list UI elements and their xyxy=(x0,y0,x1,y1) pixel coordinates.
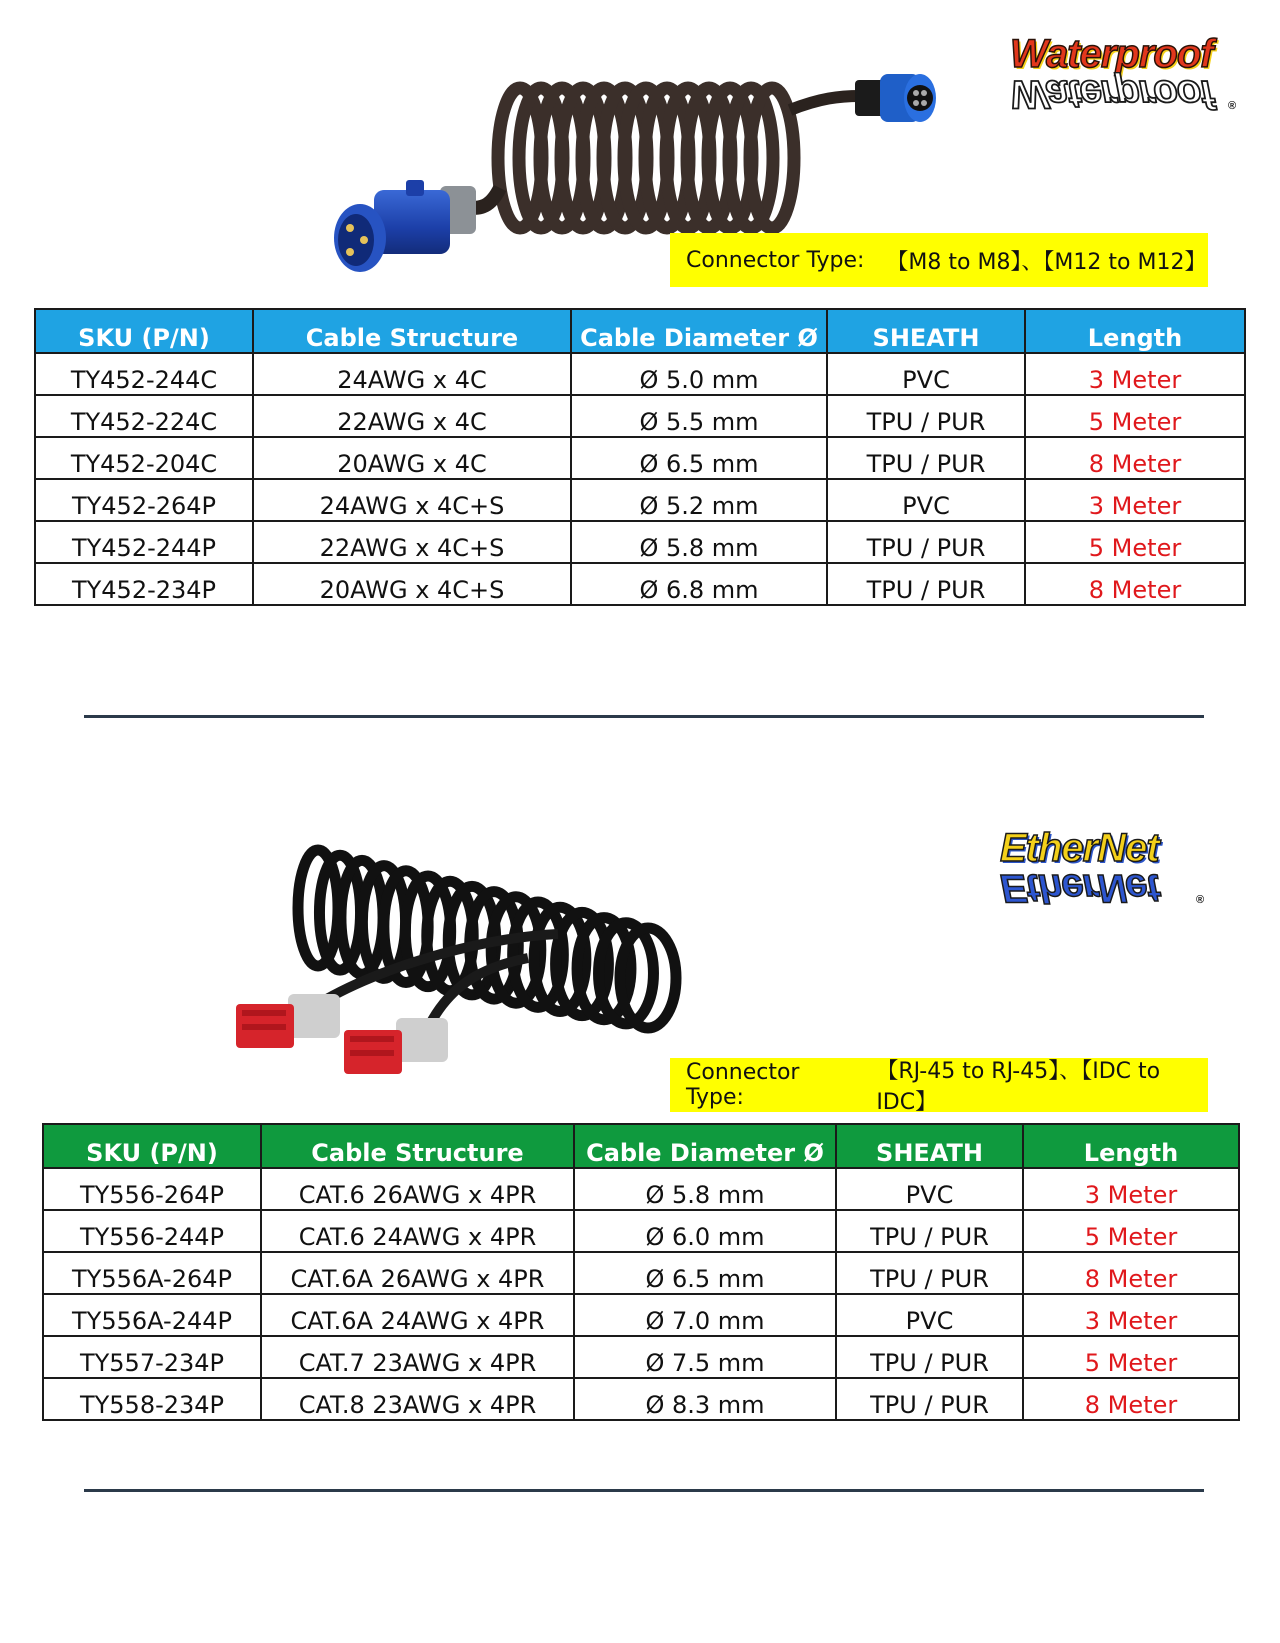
length-cell: 8 Meter xyxy=(1025,437,1245,479)
column-header-sheath: SHEATH xyxy=(827,309,1025,353)
table-row xyxy=(35,437,1245,479)
sku-cell: TY452-224C xyxy=(35,395,253,437)
sku-cell: TY452-264P xyxy=(35,479,253,521)
table-row xyxy=(43,1294,1239,1336)
length-cell: 5 Meter xyxy=(1023,1336,1239,1378)
cable-diameter-cell: Ø 7.0 mm xyxy=(574,1294,836,1336)
section-divider xyxy=(84,715,1204,718)
sku-cell: TY452-234P xyxy=(35,563,253,605)
cable-structure-cell: CAT.8 23AWG x 4PR xyxy=(261,1378,574,1420)
cable-diameter-cell: Ø 6.5 mm xyxy=(574,1252,836,1294)
column-header-length: Length xyxy=(1025,309,1245,353)
cable-structure-cell: 22AWG x 4C xyxy=(253,395,571,437)
sku-cell: TY556A-244P xyxy=(43,1294,261,1336)
cable-structure-cell: 20AWG x 4C xyxy=(253,437,571,479)
table-header-row xyxy=(43,1124,1239,1168)
length-cell: 8 Meter xyxy=(1025,563,1245,605)
sku-cell: TY452-204C xyxy=(35,437,253,479)
ethernet-registered-mark: ® xyxy=(1196,894,1205,906)
table-row xyxy=(43,1210,1239,1252)
sheath-cell: TPU / PUR xyxy=(836,1378,1023,1420)
sku-cell: TY452-244C xyxy=(35,353,253,395)
connector-type-value: 【M8 to M8】、【M12 to M12】 xyxy=(886,249,1207,275)
sku-cell: TY556-264P xyxy=(43,1168,261,1210)
sku-cell: TY557-234P xyxy=(43,1336,261,1378)
length-cell: 5 Meter xyxy=(1025,521,1245,563)
column-header-cable-structure: Cable Structure xyxy=(261,1124,574,1168)
sku-cell: TY556-244P xyxy=(43,1210,261,1252)
ethernet-logo-mirror: EtherNet xyxy=(1000,866,1159,910)
cable-structure-cell: CAT.7 23AWG x 4PR xyxy=(261,1336,574,1378)
column-header-cable-structure: Cable Structure xyxy=(253,309,571,353)
waterproof-connector-type-banner xyxy=(670,233,1208,287)
sheath-cell: TPU / PUR xyxy=(836,1336,1023,1378)
waterproof-logo xyxy=(1010,34,1213,114)
table-row xyxy=(43,1336,1239,1378)
sheath-cell: TPU / PUR xyxy=(827,563,1025,605)
sheath-cell: TPU / PUR xyxy=(827,521,1025,563)
cable-structure-cell: CAT.6A 26AWG x 4PR xyxy=(261,1252,574,1294)
ethernet-connector-type-banner xyxy=(670,1058,1208,1115)
cable-structure-cell: 24AWG x 4C xyxy=(253,353,571,395)
sku-cell: TY556A-264P xyxy=(43,1252,261,1294)
sheath-cell: PVC xyxy=(827,353,1025,395)
table-row xyxy=(35,521,1245,563)
sku-cell: TY452-244P xyxy=(35,521,253,563)
table-row xyxy=(43,1378,1239,1420)
cable-structure-cell: 20AWG x 4C+S xyxy=(253,563,571,605)
cable-diameter-cell: Ø 5.5 mm xyxy=(571,395,827,437)
length-cell: 8 Meter xyxy=(1023,1252,1239,1294)
connector-type-value: 【RJ-45 to RJ-45】、【IDC to IDC】 xyxy=(876,1059,1161,1115)
sheath-cell: TPU / PUR xyxy=(836,1210,1023,1252)
cable-diameter-cell: Ø 5.0 mm xyxy=(571,353,827,395)
ethernet-spec-table xyxy=(42,1123,1240,1421)
table-row xyxy=(35,479,1245,521)
cable-diameter-cell: Ø 6.8 mm xyxy=(571,563,827,605)
sku-cell: TY558-234P xyxy=(43,1378,261,1420)
column-header-sku: SKU (P/N) xyxy=(35,309,253,353)
table-row xyxy=(35,353,1245,395)
length-cell: 5 Meter xyxy=(1025,395,1245,437)
ethernet-coiled-cable-image xyxy=(228,838,768,1094)
sheath-cell: PVC xyxy=(836,1168,1023,1210)
table-row xyxy=(43,1168,1239,1210)
table-row xyxy=(35,395,1245,437)
cable-diameter-cell: Ø 7.5 mm xyxy=(574,1336,836,1378)
cable-structure-cell: CAT.6A 24AWG x 4PR xyxy=(261,1294,574,1336)
cable-diameter-cell: Ø 5.8 mm xyxy=(574,1168,836,1210)
ethernet-logo xyxy=(1000,828,1159,908)
length-cell: 3 Meter xyxy=(1023,1168,1239,1210)
length-cell: 3 Meter xyxy=(1025,479,1245,521)
table-row xyxy=(43,1252,1239,1294)
sheath-cell: PVC xyxy=(827,479,1025,521)
section-divider xyxy=(84,1489,1204,1492)
length-cell: 8 Meter xyxy=(1023,1378,1239,1420)
cable-structure-cell: CAT.6 26AWG x 4PR xyxy=(261,1168,574,1210)
cable-structure-cell: 22AWG x 4C+S xyxy=(253,521,571,563)
column-header-cable-diameter: Cable Diameter Ø xyxy=(571,309,827,353)
cable-diameter-cell: Ø 8.3 mm xyxy=(574,1378,836,1420)
cable-diameter-cell: Ø 6.5 mm xyxy=(571,437,827,479)
waterproof-registered-mark: ® xyxy=(1228,100,1237,112)
cable-diameter-cell: Ø 5.8 mm xyxy=(571,521,827,563)
column-header-sku: SKU (P/N) xyxy=(43,1124,261,1168)
length-cell: 3 Meter xyxy=(1025,353,1245,395)
connector-type-label: Connector Type: xyxy=(686,247,865,273)
sheath-cell: TPU / PUR xyxy=(827,395,1025,437)
cable-structure-cell: CAT.6 24AWG x 4PR xyxy=(261,1210,574,1252)
waterproof-spec-table xyxy=(34,308,1246,606)
connector-type-label: Connector Type: xyxy=(686,1060,800,1110)
waterproof-logo-text: Waterproof xyxy=(1010,32,1213,76)
column-header-cable-diameter: Cable Diameter Ø xyxy=(574,1124,836,1168)
cable-structure-cell: 24AWG x 4C+S xyxy=(253,479,571,521)
column-header-sheath: SHEATH xyxy=(836,1124,1023,1168)
column-header-length: Length xyxy=(1023,1124,1239,1168)
length-cell: 5 Meter xyxy=(1023,1210,1239,1252)
ethernet-logo-text: EtherNet xyxy=(1000,826,1159,870)
table-header-row xyxy=(35,309,1245,353)
cable-diameter-cell: Ø 5.2 mm xyxy=(571,479,827,521)
length-cell: 3 Meter xyxy=(1023,1294,1239,1336)
cable-diameter-cell: Ø 6.0 mm xyxy=(574,1210,836,1252)
sheath-cell: TPU / PUR xyxy=(836,1252,1023,1294)
sheath-cell: PVC xyxy=(836,1294,1023,1336)
waterproof-logo-mirror: Waterproof xyxy=(1010,72,1213,116)
sheath-cell: TPU / PUR xyxy=(827,437,1025,479)
table-row xyxy=(35,563,1245,605)
